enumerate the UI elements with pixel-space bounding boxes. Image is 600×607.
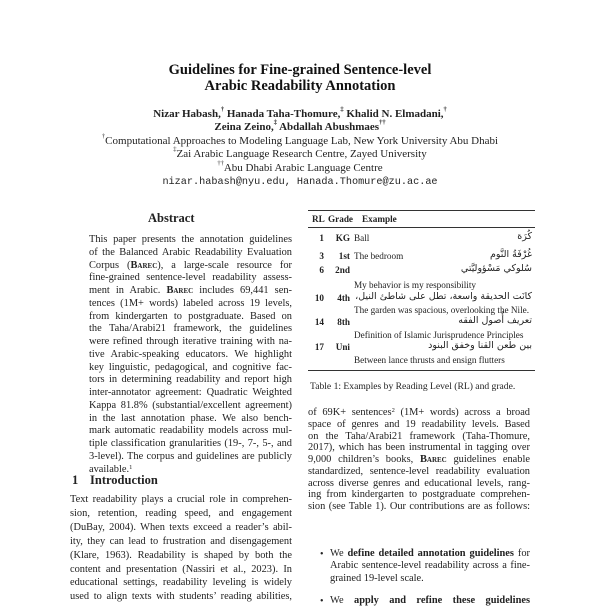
table-cell-grade: 4th bbox=[337, 293, 350, 303]
footnote-mark: 1 bbox=[129, 463, 133, 471]
text-line bbox=[89, 400, 292, 412]
text-segment: tiple classification granularities (19-, 7-, 5-, and bbox=[89, 438, 292, 449]
author-name: Hanada Taha-Thomure, bbox=[226, 108, 341, 120]
text-segment: Corpus ( bbox=[89, 259, 131, 271]
table-cell-arabic: كانَت الحديقة واسعة، تطل على شاطئ النيل، bbox=[355, 291, 532, 302]
text-segment: We bbox=[330, 548, 348, 559]
text-line bbox=[89, 374, 292, 386]
text-line bbox=[70, 591, 292, 603]
authors-line-1 bbox=[0, 108, 600, 120]
author-name: Khalid N. Elmadani, bbox=[346, 108, 444, 120]
text-line bbox=[330, 560, 530, 572]
text-segment: space of genres and 19 readability levels. Based bbox=[308, 418, 530, 430]
table-cell-arabic: كُرَة bbox=[517, 231, 532, 242]
text-segment: (1M+ words) across a broad bbox=[394, 407, 530, 418]
text-segment: on the Taha/Arabi21 framework (Taha-Thomure, bbox=[308, 430, 530, 442]
text-segment: 3-level). The corpus and guidelines are publicly bbox=[89, 450, 292, 462]
text-segment: guidelines enable bbox=[446, 454, 530, 465]
text-line bbox=[70, 550, 292, 562]
text-segment: educational settings, readability leveling is widely bbox=[70, 577, 292, 589]
author-affiliation-mark: † bbox=[220, 106, 225, 113]
table-cell-grade: 1st bbox=[338, 251, 350, 261]
corpus-name: Barec bbox=[419, 454, 447, 465]
text-line bbox=[89, 336, 292, 348]
text-segment: tive Arabic-speaking educators. We highlight bbox=[89, 348, 292, 360]
table-cell-rl: 10 bbox=[314, 293, 324, 303]
text-segment: ment in Arabic. bbox=[89, 285, 167, 296]
author-affiliation-mark: †† bbox=[379, 119, 386, 126]
table-cell-rl: 3 bbox=[319, 251, 324, 261]
affiliation-text: Zai Arabic Language Research Centre, Zayed University bbox=[176, 148, 427, 160]
text-line bbox=[89, 451, 292, 463]
text-line bbox=[89, 234, 292, 246]
text-segment: 9,000 children’s books, bbox=[308, 454, 420, 465]
text-segment: from kindergarten to postgraduate. Based on bbox=[89, 310, 292, 322]
text-segment: across diverse genres and educational levels, rang- bbox=[308, 477, 530, 489]
text-line bbox=[89, 413, 292, 425]
text-segment: inter-annotator agreement: Quadratic Weighted bbox=[89, 387, 292, 398]
text-segment: includes 69,441 sen- bbox=[193, 285, 292, 296]
table-cell-arabic: بين طعن القنا وخفق البنود bbox=[428, 340, 532, 351]
text-segment: mark automatic readability models across mul- bbox=[89, 425, 292, 437]
author-affiliation-mark: † bbox=[443, 106, 447, 113]
text-segment: Text readability plays a crucial role in comprehen- bbox=[70, 494, 292, 505]
text-line bbox=[70, 522, 292, 534]
text-segment: key linguistic, pedagogical, and cognitive fac- bbox=[89, 361, 292, 373]
text-segment: sion (see Table 1). Our contributions are as follows: bbox=[308, 501, 530, 512]
text-line bbox=[89, 311, 292, 323]
bullet-icon: • bbox=[320, 595, 324, 607]
text-segment: Kappa 81.8% (substantial/excellent agreement) bbox=[89, 399, 292, 411]
bullet-icon: • bbox=[320, 549, 324, 560]
text-line bbox=[70, 536, 292, 548]
affiliation-2 bbox=[0, 148, 600, 160]
text-segment: tors in determining readability and report high bbox=[89, 374, 292, 386]
authors-line-2 bbox=[0, 121, 600, 133]
text-segment: ity, they can lead to frustration and disengagement bbox=[70, 535, 292, 547]
footnote-mark: 2 bbox=[391, 407, 395, 414]
text-line bbox=[89, 425, 292, 437]
text-segment: Arabic sentence-level readability across a fine- bbox=[330, 560, 530, 572]
table-header-example: Example bbox=[362, 214, 397, 224]
text-segment: of the Balanced Arabic Readability Evaluation bbox=[89, 246, 292, 258]
table-cell-english: The bedroom bbox=[354, 251, 404, 261]
bold-text: define detailed annotation guidelines bbox=[347, 548, 514, 559]
affiliation-text: Computational Approaches to Modeling Language Lab, New York University Abu Dhabi bbox=[105, 135, 499, 147]
text-line bbox=[89, 362, 292, 374]
author-affiliation-mark: ‡ bbox=[340, 106, 344, 113]
text-line bbox=[89, 260, 292, 272]
text-line bbox=[308, 466, 530, 478]
affiliation-mark: ‡ bbox=[173, 146, 177, 153]
affiliation-mark: †† bbox=[217, 160, 224, 167]
text-line bbox=[89, 438, 292, 450]
table-cell-rl: 6 bbox=[319, 265, 324, 275]
text-line bbox=[330, 573, 530, 585]
author-emails: nizar.habash@nyu.edu, Hanada.Thomure@zu.ac.ae bbox=[162, 177, 438, 188]
author-name: Abdallah Abushmaes bbox=[279, 121, 380, 133]
section-heading-introduction: Introduction bbox=[90, 473, 158, 487]
text-line bbox=[308, 454, 530, 466]
table-rule bbox=[308, 210, 535, 211]
text-line bbox=[89, 323, 292, 335]
table-cell-rl: 1 bbox=[319, 233, 324, 243]
table-cell-arabic: تعريف أُصول الفقه bbox=[458, 315, 532, 326]
text-segment: sion, retention, reading speed, and engagement bbox=[70, 507, 292, 519]
text-line bbox=[70, 508, 292, 520]
text-segment: standardized, sentence-level readability evaluation bbox=[308, 465, 530, 477]
text-line bbox=[89, 285, 292, 297]
author-name: Zeina Zeino, bbox=[214, 121, 274, 133]
bold-text: apply and refine these guidelines bbox=[354, 594, 531, 606]
text-segment: 2017), which has been instrumental in tagging over bbox=[308, 442, 530, 454]
text-segment: for bbox=[513, 548, 530, 559]
corpus-name: Barec bbox=[130, 259, 158, 271]
table-cell-grade: Uni bbox=[335, 342, 350, 352]
text-segment: were refined through iterative training with na- bbox=[89, 336, 292, 347]
table-cell-rl: 17 bbox=[314, 342, 324, 352]
text-segment: (DuBay, 2004). When texts exceed a reader’s abil- bbox=[70, 521, 292, 533]
text-segment: in the last annotation phase. We also bench- bbox=[89, 412, 292, 424]
text-line bbox=[330, 548, 530, 560]
text-segment: ), a large-scale resource for bbox=[157, 259, 293, 271]
text-segment: of 69K+ sentences bbox=[308, 407, 392, 418]
text-segment: This paper presents the annotation guidelines bbox=[89, 234, 292, 245]
text-segment: used to align texts with students’ reading abilities, bbox=[70, 591, 292, 603]
text-line bbox=[308, 431, 530, 443]
text-line bbox=[308, 489, 530, 501]
table-cell-english: My behavior is my responsibility bbox=[354, 280, 476, 290]
author-affiliation-mark: ‡ bbox=[273, 119, 277, 126]
text-segment: grained 19-level scale. bbox=[330, 572, 424, 584]
text-segment: (Klare, 1963). Readability is shaped by both the bbox=[70, 549, 292, 561]
table-cell-grade: 2nd bbox=[335, 265, 350, 275]
text-line bbox=[89, 298, 292, 310]
text-segment: available. bbox=[89, 463, 130, 475]
affiliation-mark: † bbox=[101, 133, 106, 140]
corpus-name: Barec bbox=[166, 285, 194, 296]
text-line bbox=[308, 407, 530, 419]
text-segment: ing from kindergarten to postgraduate comprehen- bbox=[308, 489, 530, 501]
text-line bbox=[308, 501, 530, 513]
paper-title-line-1: Guidelines for Fine-grained Sentence-level bbox=[168, 62, 432, 78]
affiliation-3 bbox=[0, 162, 600, 174]
text-line bbox=[89, 349, 292, 361]
abstract-heading: Abstract bbox=[148, 211, 195, 225]
text-segment: tences (1M+ words) labeled across 19 levels, bbox=[89, 297, 292, 309]
text-line bbox=[89, 387, 292, 399]
table-cell-grade: KG bbox=[335, 233, 350, 243]
table-cell-grade: 8th bbox=[337, 317, 350, 327]
text-line bbox=[70, 577, 292, 589]
text-line bbox=[70, 494, 292, 506]
text-segment: content and presentation (Nassiri et al., 2023). In bbox=[70, 563, 292, 575]
text-line bbox=[308, 442, 530, 454]
text-segment: the Taha/Arabi21 framework, the guidelines bbox=[89, 323, 292, 335]
text-line bbox=[89, 272, 292, 284]
affiliation-1 bbox=[0, 135, 600, 147]
text-line bbox=[308, 419, 530, 431]
author-name: Nizar Habash, bbox=[153, 108, 221, 120]
section-number: 1 bbox=[72, 473, 79, 487]
text-line bbox=[89, 247, 292, 259]
table-cell-arabic: سُلوكي مَسْؤوليَّتي bbox=[460, 263, 532, 274]
text-line bbox=[308, 478, 530, 490]
text-segment: We bbox=[330, 594, 355, 606]
affiliation-text: Abu Dhabi Arabic Language Centre bbox=[223, 162, 383, 174]
table-header-rl: RL bbox=[312, 214, 325, 224]
table-cell-english: Between lance thrusts and ensign flutters bbox=[354, 355, 505, 365]
table-cell-rl: 14 bbox=[314, 317, 324, 327]
text-line bbox=[330, 595, 530, 607]
table-cell-english: Ball bbox=[354, 233, 370, 243]
text-line bbox=[70, 564, 292, 576]
table-rule bbox=[308, 370, 535, 371]
text-segment: fine-grained sentence-level readability assess- bbox=[89, 272, 292, 284]
table-rule bbox=[308, 227, 535, 228]
table-cell-english: The garden was spacious, overlooking the Nile. bbox=[354, 305, 530, 315]
table-cell-english: Definition of Islamic Jurisprudence Principles bbox=[354, 330, 524, 340]
table-cell-arabic: غُرْفَةُ النَّوم bbox=[489, 249, 532, 260]
table-header-grade: Grade bbox=[328, 214, 354, 224]
table-caption: Table 1: Examples by Reading Level (RL) and grade. bbox=[310, 381, 516, 392]
paper-title-line-2: Arabic Readability Annotation bbox=[204, 78, 396, 94]
